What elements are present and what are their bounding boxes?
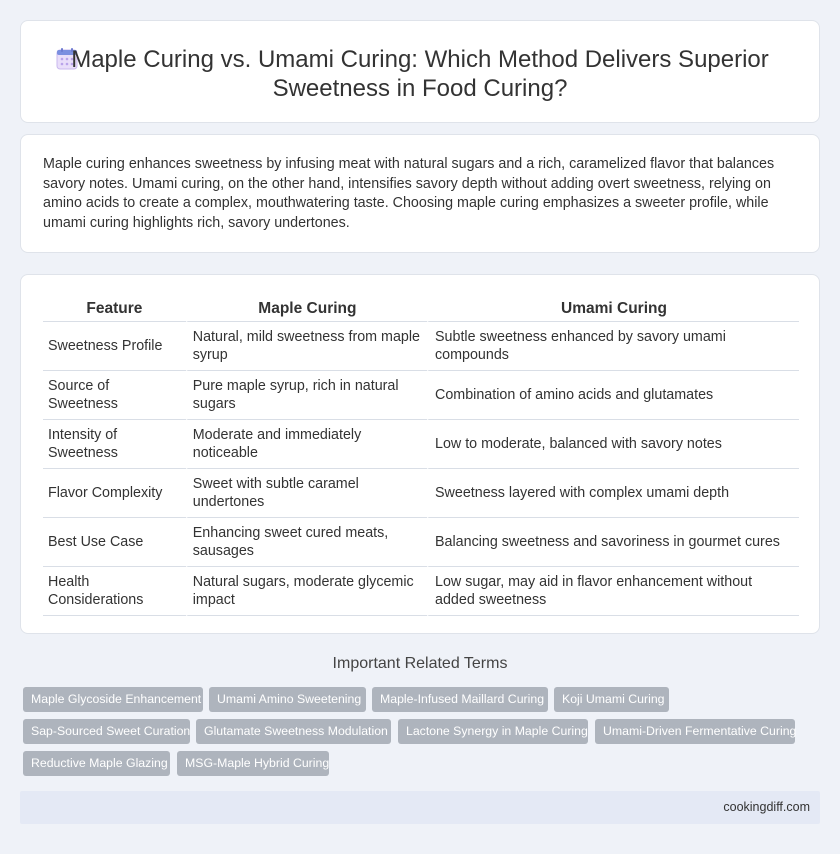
related-terms-heading: Important Related Terms (332, 655, 508, 672)
maple-cell: Moderate and immediately noticeable (186, 420, 427, 469)
maple-cell: Sweet with subtle caramel undertones (186, 469, 427, 518)
maple-cell: Pure maple syrup, rich in natural sugars (186, 371, 427, 420)
tag-umami-driven-fermentative-curing[interactable]: Umami-Driven Fermentative Curing (595, 719, 795, 744)
footer (20, 791, 820, 824)
feature-cell: Source of Sweetness (43, 371, 186, 420)
comparison-table (43, 295, 799, 616)
footer-site-link[interactable]: cookingdiff.com (723, 800, 810, 814)
umami-cell: Low to moderate, balanced with savory notes (427, 420, 799, 469)
maple-cell: Enhancing sweet cured meats, sausages (186, 518, 427, 567)
intro-text: Maple curing enhances sweetness by infusing meat with natural sugars and a rich, caramelized flavor that balances savory notes. Umami curing, on the other hand, intensifies savory depth without adding overt sweetness, relying on amino acids to create a complex, mouthwatering taste. Choosing maple curing emphasizes a sweeter profile, while umami curing highlights rich, savory undertones. (43, 156, 775, 231)
header-feature: Feature (43, 295, 186, 322)
umami-cell: Combination of amino acids and glutamates (427, 371, 799, 420)
tag-maple-infused-maillard-curing[interactable]: Maple-Infused Maillard Curing (372, 687, 548, 712)
header-umami-curing: Umami Curing (427, 295, 799, 322)
tag-sap-sourced-sweet-curation[interactable]: Sap-Sourced Sweet Curation (23, 719, 190, 744)
tag-msg-maple-hybrid-curing[interactable]: MSG-Maple Hybrid Curing (177, 751, 329, 776)
maple-cell: Natural sugars, moderate glycemic impact (186, 567, 427, 616)
tag-umami-amino-sweetening[interactable]: Umami Amino Sweetening (209, 687, 366, 712)
title-card (20, 20, 820, 123)
header-maple-curing: Maple Curing (186, 295, 427, 322)
table-row (43, 371, 799, 420)
umami-cell: Low sugar, may aid in flavor enhancement without added sweetness (427, 567, 799, 616)
umami-cell: Sweetness layered with complex umami depth (427, 469, 799, 518)
table-row (43, 518, 799, 567)
intro-card (20, 134, 820, 253)
tag-glutamate-sweetness-modulation[interactable]: Glutamate Sweetness Modulation (196, 719, 391, 744)
table-row (43, 469, 799, 518)
feature-cell: Health Considerations (43, 567, 186, 616)
tag-reductive-maple-glazing[interactable]: Reductive Maple Glazing (23, 751, 170, 776)
feature-cell: Flavor Complexity (43, 469, 186, 518)
feature-cell: Intensity of Sweetness (43, 420, 186, 469)
feature-cell: Sweetness Profile (43, 322, 186, 371)
tag-maple-glycoside-enhancement[interactable]: Maple Glycoside Enhancement (23, 687, 203, 712)
page-title: Maple Curing vs. Umami Curing: Which Method Delivers Superior Sweetness in Food Curing? (71, 46, 769, 102)
comparison-table-card (20, 274, 820, 634)
umami-cell: Subtle sweetness enhanced by savory umami compounds (427, 322, 799, 371)
feature-cell: Best Use Case (43, 518, 186, 567)
maple-cell: Natural, mild sweetness from maple syrup (186, 322, 427, 371)
table-row (43, 567, 799, 616)
umami-cell: Balancing sweetness and savoriness in gourmet cures (427, 518, 799, 567)
table-header-row (43, 295, 799, 322)
tag-lactone-synergy-in-maple-curing[interactable]: Lactone Synergy in Maple Curing (398, 719, 588, 744)
table-row (43, 420, 799, 469)
tag-koji-umami-curing[interactable]: Koji Umami Curing (554, 687, 669, 712)
table-row (43, 322, 799, 371)
